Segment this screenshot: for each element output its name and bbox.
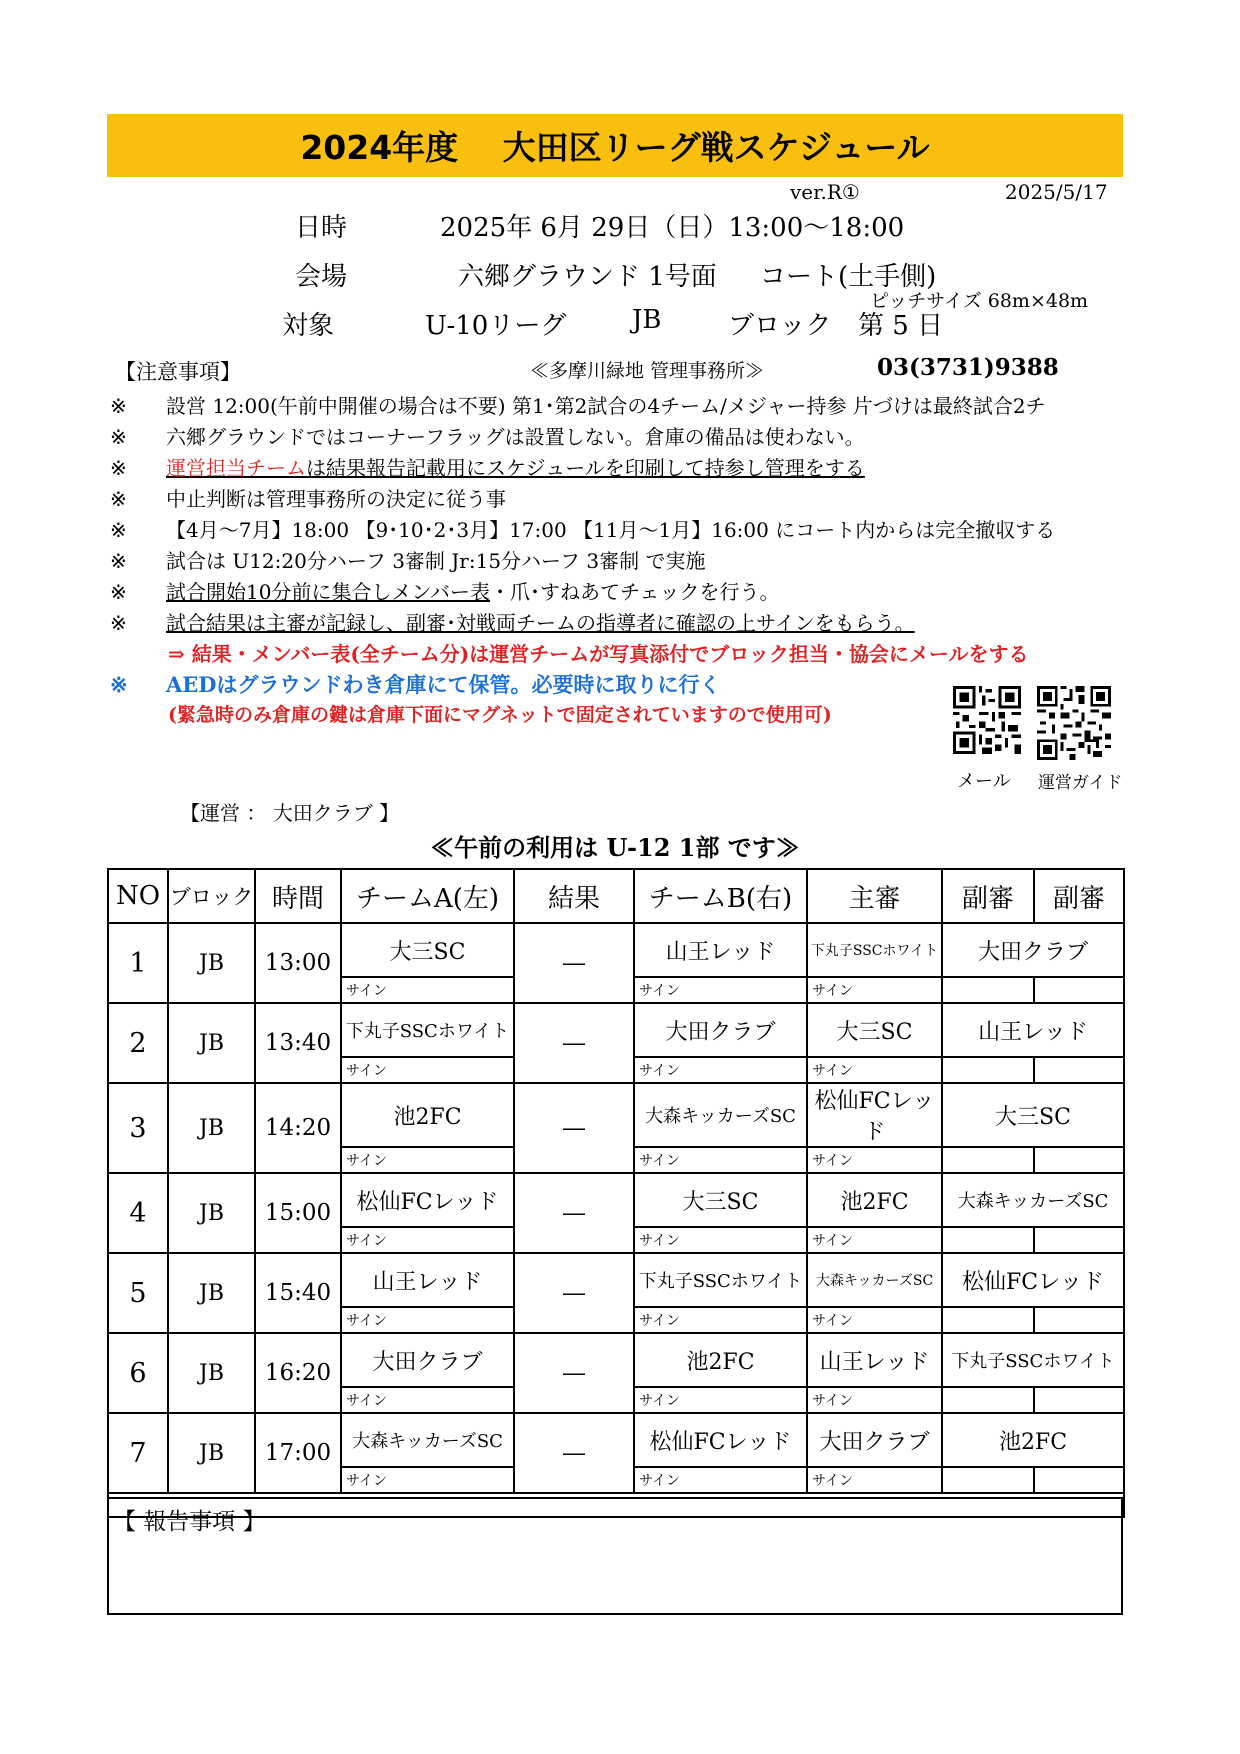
assistant-1-sign-field[interactable] xyxy=(942,1387,1034,1413)
assistant-2-sign-field[interactable] xyxy=(1034,977,1124,1003)
note-text: 六郷グラウンドではコーナーフラッグは設置しない。倉庫の備品は使わない。 xyxy=(166,425,865,449)
result-cell[interactable]: ― xyxy=(514,1083,634,1173)
team-a-cell: 池2FC xyxy=(341,1083,514,1147)
assistant-1-sign-field[interactable] xyxy=(942,1467,1034,1493)
table-row xyxy=(108,1083,1124,1147)
referee-sign-field[interactable]: サイン xyxy=(807,1387,942,1413)
assistant-1-sign-field[interactable] xyxy=(942,977,1034,1003)
pitch-size: ピッチサイズ 68m×48m xyxy=(870,290,1089,312)
note-item-2 xyxy=(110,421,865,450)
assistant-referees-cell: 松仙FCレッド xyxy=(942,1253,1124,1307)
referee-cell: 下丸子SSCホワイト xyxy=(807,923,942,977)
team-b-sign-field[interactable]: サイン xyxy=(634,1227,807,1253)
note-red-text: 運営担当チーム xyxy=(166,456,306,480)
team-b-sign-field[interactable]: サイン xyxy=(634,1147,807,1173)
note-underlined-text: 試合開始10分前に集合しメンバー表 xyxy=(166,580,491,604)
venue-label: 会場 xyxy=(295,262,348,292)
referee-cell: 山王レッド xyxy=(807,1333,942,1387)
header-block: ブロック xyxy=(168,869,255,923)
note-text: 【4月～7月】18:00 【9･10･2･3月】17:00 【11月～1月】16:00 にコート内からは完全撤収する xyxy=(166,518,1056,542)
round-value: 第 5 日 xyxy=(858,311,944,341)
team-b-sign-field[interactable]: サイン xyxy=(634,1057,807,1083)
header-no: NO xyxy=(108,869,168,923)
team-a-cell: 下丸子SSCホワイト xyxy=(341,1003,514,1057)
referee-sign-field[interactable]: サイン xyxy=(807,1467,942,1493)
referee-sign-field[interactable]: サイン xyxy=(807,1057,942,1083)
note-text: 設営 12:00(午前中開催の場合は不要) 第1･第2試合の4チーム/メジャー持参 片づけは最終試合2チ xyxy=(166,394,1046,418)
note-text: 中止判断は管理事務所の決定に従う事 xyxy=(166,487,506,511)
assistant-1-sign-field[interactable] xyxy=(942,1057,1034,1083)
table-row xyxy=(108,1333,1124,1387)
operating-team: 【運営 ： 大田クラブ 】 xyxy=(180,801,400,825)
result-report-note: ⇒ 結果・メンバー表(全チーム分)は運営チームが写真添付でブロック担当・協会にメールをする xyxy=(168,642,1029,666)
referee-sign-field[interactable]: サイン xyxy=(807,1307,942,1333)
note-text: 試合結果は主審が記録し、副審･対戦両チームの指導者に確認の上サインをもらう。 xyxy=(166,611,915,635)
league-value: U-10リーグ xyxy=(425,311,567,341)
aed-text: AEDはグラウンドわき倉庫にて保管。必要時に取りに行く xyxy=(166,672,721,697)
team-b-cell: 下丸子SSCホワイト xyxy=(634,1253,807,1307)
assistant-referees-cell: 大三SC xyxy=(942,1083,1124,1147)
note-mark: ※ xyxy=(110,672,128,697)
office-name: ≪多摩川緑地 管理事務所≫ xyxy=(530,360,765,382)
note-item-8 xyxy=(110,607,915,636)
mail-qr-label: メール xyxy=(957,771,1011,792)
team-b-cell: 大森キッカーズSC xyxy=(634,1083,807,1147)
header-team-a: チームA(左) xyxy=(341,869,514,923)
court-value: コート(土手側) xyxy=(760,262,937,292)
table-header-row xyxy=(108,869,1124,923)
block-label: ブロック xyxy=(728,311,832,341)
key-note: (緊急時のみ倉庫の鍵は倉庫下面にマグネットで固定されていますので使用可) xyxy=(168,704,832,726)
team-a-sign-field[interactable]: サイン xyxy=(341,977,514,1003)
result-cell[interactable]: ― xyxy=(514,923,634,1003)
match-time: 16:20 xyxy=(255,1333,341,1413)
guide-qr-code[interactable] xyxy=(1037,686,1111,760)
assistant-2-sign-field[interactable] xyxy=(1034,1147,1124,1173)
note-item-1 xyxy=(110,390,1130,419)
table-row xyxy=(108,923,1124,977)
mail-qr-code[interactable] xyxy=(953,686,1021,754)
note-mark: ※ xyxy=(110,611,127,635)
match-number: 3 xyxy=(108,1083,168,1173)
team-a-sign-field[interactable]: サイン xyxy=(341,1387,514,1413)
report-heading: 【 報告事項 】 xyxy=(113,1509,266,1535)
table-row xyxy=(108,1253,1124,1307)
note-item-7 xyxy=(110,576,779,605)
team-b-sign-field[interactable]: サイン xyxy=(634,977,807,1003)
match-block: JB xyxy=(168,1173,255,1253)
notes-heading: 【注意事項】 xyxy=(115,360,241,384)
note-item-4 xyxy=(110,483,506,512)
referee-sign-field[interactable]: サイン xyxy=(807,977,942,1003)
office-phone[interactable]: 03(3731)9388 xyxy=(877,354,1059,381)
version-label: ver.R① xyxy=(790,180,860,204)
note-mark: ※ xyxy=(110,518,127,542)
result-cell[interactable]: ― xyxy=(514,1333,634,1413)
note-item-5 xyxy=(110,514,1130,543)
table-row xyxy=(108,1413,1124,1467)
team-a-cell: 松仙FCレッド xyxy=(341,1173,514,1227)
match-number: 5 xyxy=(108,1253,168,1333)
referee-sign-field[interactable]: サイン xyxy=(807,1147,942,1173)
datetime-value: 2025年 6月 29日（日）13:00～18:00 xyxy=(440,213,905,243)
team-a-cell: 大田クラブ xyxy=(341,1333,514,1387)
assistant-2-sign-field[interactable] xyxy=(1034,1227,1124,1253)
referee-cell: 大田クラブ xyxy=(807,1413,942,1467)
assistant-2-sign-field[interactable] xyxy=(1034,1057,1124,1083)
header-referee: 主審 xyxy=(807,869,942,923)
team-a-sign-field[interactable]: サイン xyxy=(341,1227,514,1253)
table-row xyxy=(108,1173,1124,1227)
assistant-1-sign-field[interactable] xyxy=(942,1227,1034,1253)
assistant-referees-cell: 池2FC xyxy=(942,1413,1124,1467)
match-number: 1 xyxy=(108,923,168,1003)
assistant-referees-cell: 下丸子SSCホワイト xyxy=(942,1333,1124,1387)
referee-cell: 大三SC xyxy=(807,1003,942,1057)
header-assistant-2: 副審 xyxy=(1034,869,1124,923)
referee-cell: 松仙FCレッド xyxy=(807,1083,942,1147)
team-b-cell: 大三SC xyxy=(634,1173,807,1227)
team-a-cell: 大三SC xyxy=(341,923,514,977)
team-a-sign-field[interactable]: サイン xyxy=(341,1467,514,1493)
assistant-2-sign-field[interactable] xyxy=(1034,1387,1124,1413)
team-a-sign-field[interactable]: サイン xyxy=(341,1307,514,1333)
referee-cell: 大森キッカーズSC xyxy=(807,1253,942,1307)
team-b-sign-field[interactable]: サイン xyxy=(634,1387,807,1413)
header-assistant-1: 副審 xyxy=(942,869,1034,923)
team-a-sign-field[interactable]: サイン xyxy=(341,1057,514,1083)
assistant-1-sign-field[interactable] xyxy=(942,1147,1034,1173)
referee-cell: 池2FC xyxy=(807,1173,942,1227)
report-box[interactable] xyxy=(107,1497,1123,1615)
header-result: 結果 xyxy=(514,869,634,923)
assistant-2-sign-field[interactable] xyxy=(1034,1307,1124,1333)
table-row xyxy=(108,1003,1124,1057)
note-text: 試合は U12:20分ハーフ 3審制 Jr:15分ハーフ 3審制 で実施 xyxy=(166,549,706,573)
match-block: JB xyxy=(168,1333,255,1413)
venue-value: 六郷グラウンド 1号面 xyxy=(458,262,717,292)
team-b-sign-field[interactable]: サイン xyxy=(634,1467,807,1493)
result-cell[interactable]: ― xyxy=(514,1173,634,1253)
note-text: ・爪･すねあてチェックを行う。 xyxy=(490,580,780,604)
assistant-referees-cell: 山王レッド xyxy=(942,1003,1124,1057)
match-number: 4 xyxy=(108,1173,168,1253)
team-b-cell: 池2FC xyxy=(634,1333,807,1387)
match-block: JB xyxy=(168,1083,255,1173)
document-date: 2025/5/17 xyxy=(1005,180,1108,204)
result-cell[interactable]: ― xyxy=(514,1253,634,1333)
match-block: JB xyxy=(168,1413,255,1493)
match-time: 17:00 xyxy=(255,1413,341,1493)
match-time: 15:00 xyxy=(255,1173,341,1253)
aed-note xyxy=(110,669,721,699)
referee-sign-field[interactable]: サイン xyxy=(807,1227,942,1253)
morning-usage-note: ≪午前の利用は U-12 1部 です≫ xyxy=(430,833,800,862)
note-mark: ※ xyxy=(110,425,127,449)
result-cell[interactable]: ― xyxy=(514,1003,634,1083)
header-time: 時間 xyxy=(255,869,341,923)
schedule-table xyxy=(107,868,1125,1518)
team-a-cell: 山王レッド xyxy=(341,1253,514,1307)
match-time: 13:00 xyxy=(255,923,341,1003)
note-mark: ※ xyxy=(110,394,127,418)
note-mark: ※ xyxy=(110,580,127,604)
datetime-label: 日時 xyxy=(295,213,348,243)
note-text: は結果報告記載用にスケジュールを印刷して持参し管理をする xyxy=(306,456,865,480)
team-b-cell: 大田クラブ xyxy=(634,1003,807,1057)
match-time: 14:20 xyxy=(255,1083,341,1173)
note-item-3 xyxy=(110,452,865,481)
match-number: 7 xyxy=(108,1413,168,1493)
guide-qr-label: 運営ガイド xyxy=(1038,773,1123,793)
team-a-cell: 大森キッカーズSC xyxy=(341,1413,514,1467)
match-time: 15:40 xyxy=(255,1253,341,1333)
match-number: 2 xyxy=(108,1003,168,1083)
match-time: 13:40 xyxy=(255,1003,341,1083)
target-label: 対象 xyxy=(282,311,335,341)
assistant-referees-cell: 大森キッカーズSC xyxy=(942,1173,1124,1227)
note-mark: ※ xyxy=(110,456,127,480)
assistant-1-sign-field[interactable] xyxy=(942,1307,1034,1333)
team-b-cell: 山王レッド xyxy=(634,923,807,977)
assistant-2-sign-field[interactable] xyxy=(1034,1467,1124,1493)
page-title: 2024年度 大田区リーグ戦スケジュール xyxy=(300,128,930,167)
match-block: JB xyxy=(168,923,255,1003)
team-b-cell: 松仙FCレッド xyxy=(634,1413,807,1467)
note-mark: ※ xyxy=(110,549,127,573)
assistant-referees-cell: 大田クラブ xyxy=(942,923,1124,977)
note-item-6 xyxy=(110,545,706,574)
note-mark: ※ xyxy=(110,487,127,511)
match-number: 6 xyxy=(108,1333,168,1413)
team-a-sign-field[interactable]: サイン xyxy=(341,1147,514,1173)
match-block: JB xyxy=(168,1003,255,1083)
match-block: JB xyxy=(168,1253,255,1333)
team-b-sign-field[interactable]: サイン xyxy=(634,1307,807,1333)
block-code: JB xyxy=(632,305,662,335)
header-team-b: チームB(右) xyxy=(634,869,807,923)
result-cell[interactable]: ― xyxy=(514,1413,634,1493)
